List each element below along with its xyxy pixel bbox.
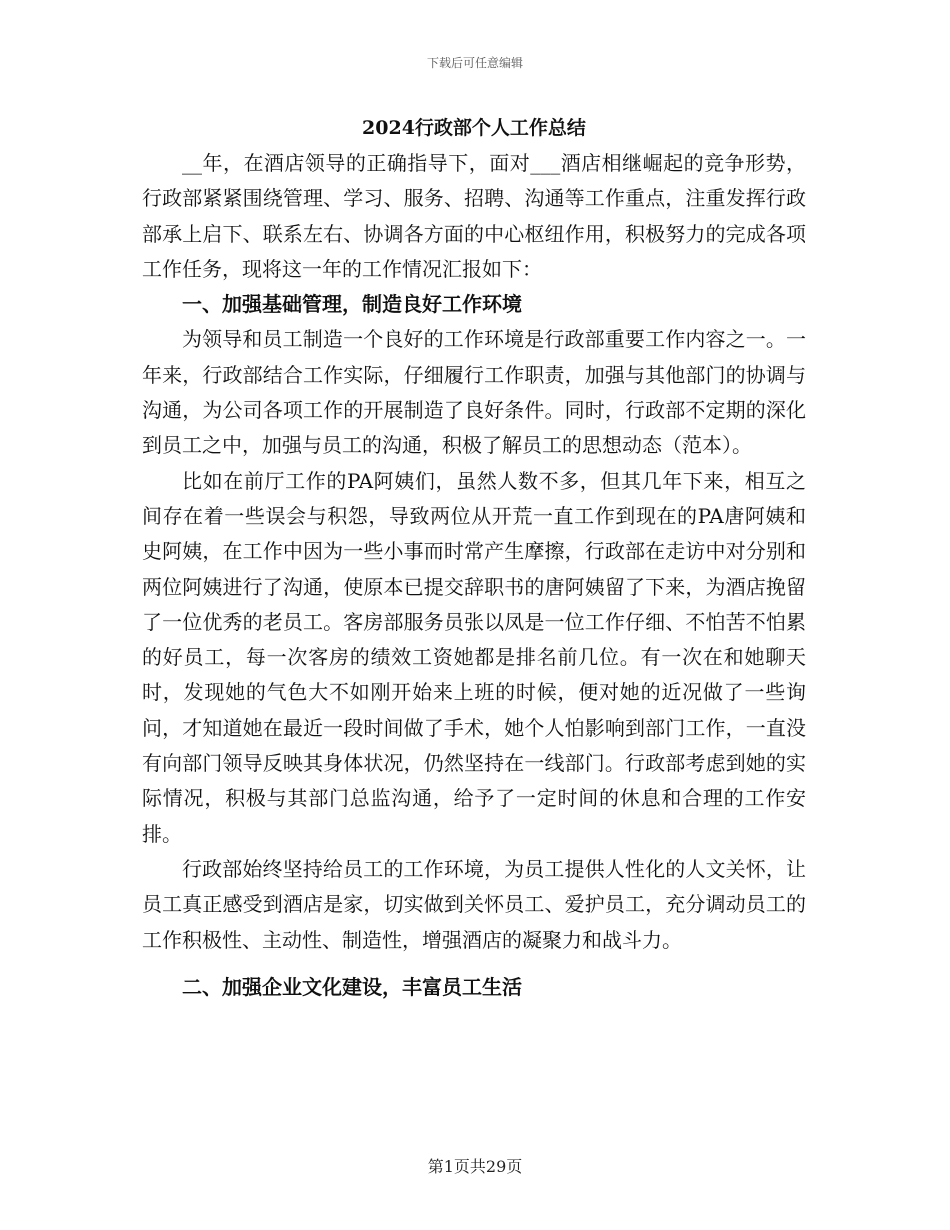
document-body (142, 110, 806, 1005)
section-heading-1: 一、加强基础管理，制造良好工作环境 (182, 292, 522, 317)
section-heading-2: 二、加强企业文化建设，丰富员工生活 (182, 974, 522, 999)
page-number-footer: 第1页共29页 (427, 1157, 523, 1176)
header-note: 下载后可任意编辑 (426, 56, 523, 70)
intro-paragraph: __年，在酒店领导的正确指导下，面对___酒店相继崛起的竞争形势，行政部紧紧围绕管理、学习、服务、招聘、沟通等工作重点，注重发挥行政部承上启下、联系左右、协调各方面的中心枢纽作用，积极努力的完成各项工作任务，现将这一年的工作情况汇报如下： (142, 151, 806, 281)
section-1-paragraph-2: 比如在前厅工作的PA阿姨们，虽然人数不多，但其几年下来，相互之间存在着一些误会与积怨，导致两位从开荒一直工作到现在的PA唐阿姨和史阿姨，在工作中因为一些小事而时常产生摩擦，行政部在走访中对分别和两位阿姨进行了沟通，使原本已提交辞职书的唐阿姨留了下来，为酒店挽留了一位优秀的老员工。客房部服务员张以凤是一位工作仔细、不怕苦不怕累的好员工，每一次客房的绩效工资她都是排名前几位。有一次在和她聊天时，发现她的气色大不如刚开始来上班的时候，便对她的近况做了一些询问，才知道她在最近一段时间做了手术，她个人怕影响到部门工作，一直没有向部门领导反映其身体状况，仍然坚持在一线部门。行政部考虑到她的实际情况，积极与其部门总监沟通，给予了一定时间的休息和合理的工作安排。 (142, 468, 806, 846)
document-title: 2024行政部个人工作总结 (362, 117, 586, 139)
section-1-paragraph-3: 行政部始终坚持给员工的工作环境，为员工提供人性化的人文关怀，让员工真正感受到酒店是家，切实做到关怀员工、爱护员工，充分调动员工的工作积极性、主动性、制造性，增强酒店的凝聚力和战斗力。 (142, 856, 806, 952)
section-1-paragraph-1: 为领导和员工制造一个良好的工作环境是行政部重要工作内容之一。一年来，行政部结合工作实际，仔细履行工作职责，加强与其他部门的协调与沟通，为公司各项工作的开展制造了良好条件。同时，行政部不定期的深化到员工之中，加强与员工的沟通，积极了解员工的思想动态（范本）。 (142, 327, 806, 458)
